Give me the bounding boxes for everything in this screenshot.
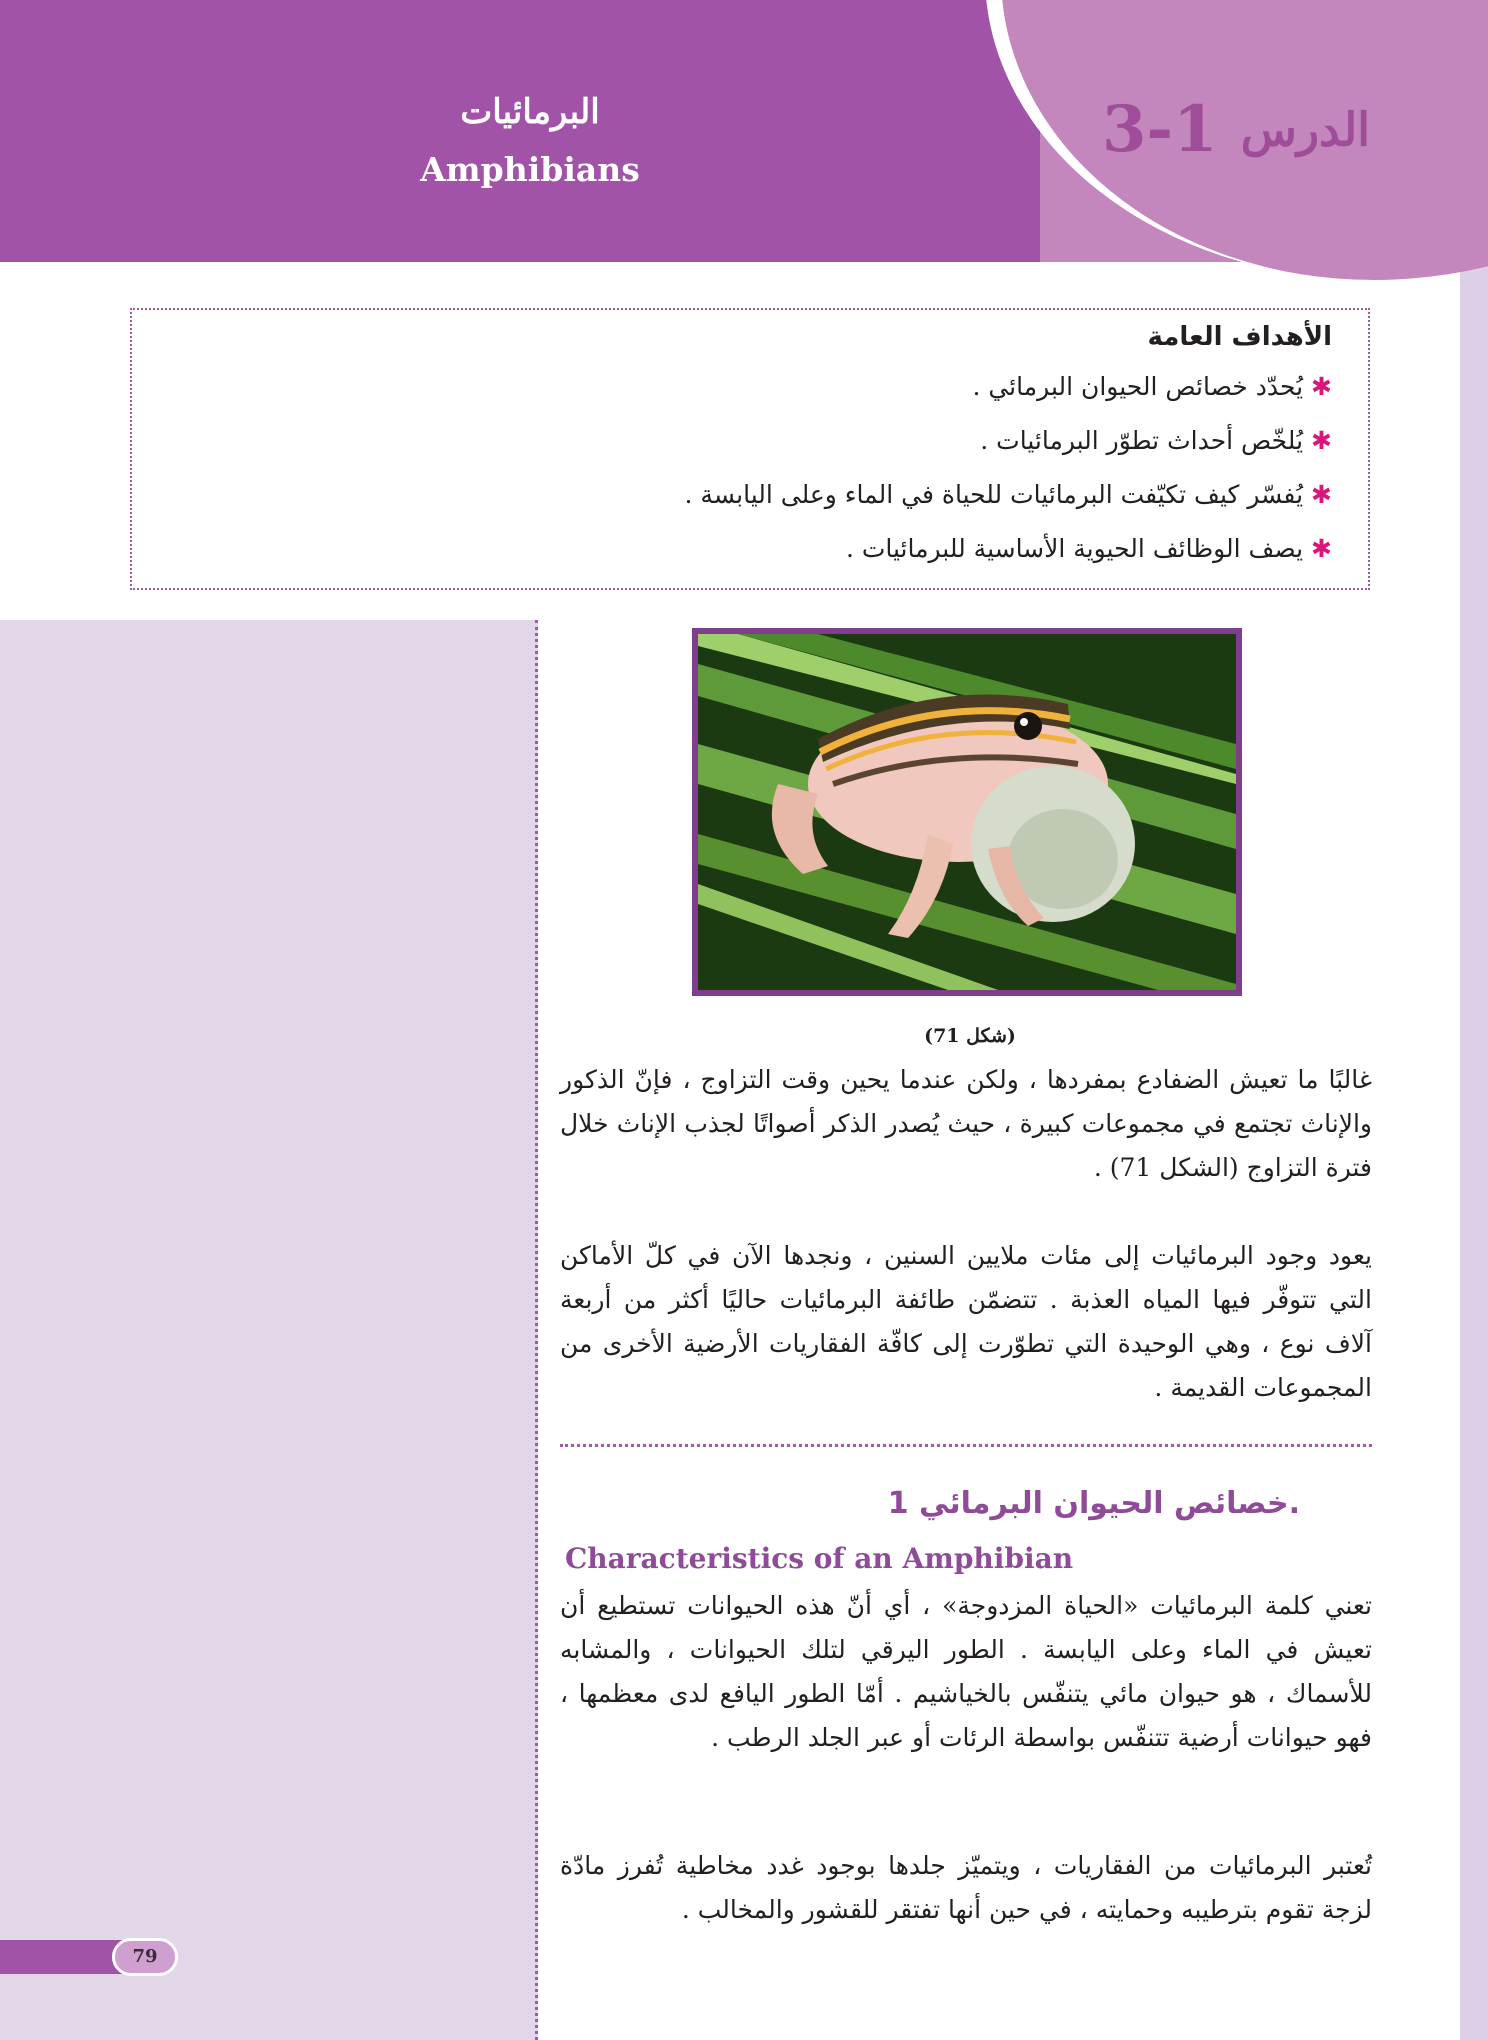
section-heading-text: خصائص الحيوان البرمائي bbox=[919, 1486, 1289, 1521]
bullet-icon: ✱ bbox=[1311, 372, 1332, 401]
frog-illustration bbox=[698, 634, 1236, 990]
objectives-heading: الأهداف العامة bbox=[1147, 322, 1332, 352]
lesson-label bbox=[1090, 92, 1370, 182]
section-divider bbox=[560, 1444, 1372, 1447]
body-paragraph: يعود وجود البرمائيات إلى مئات ملايين السنين ، ونجدها الآن في كلّ الأماكن التي تتوفّر فيها المياه العذبة . تتضمّن طائفة البرمائيات حاليًا أكثر من أربعة آلاف نوع ، وهي الوحيدة التي تطوّرت إلى كافّة الفقاريات الأرضية الأخرى من المجموعات القديمة . bbox=[560, 1241, 1372, 1402]
objective-text: يُحدّد خصائص الحيوان البرمائي . bbox=[972, 372, 1304, 401]
bullet-icon: ✱ bbox=[1311, 426, 1332, 455]
margin-sidebar bbox=[0, 620, 538, 2040]
lesson-word: الدرس bbox=[1240, 102, 1370, 157]
bullet-icon: ✱ bbox=[1311, 480, 1332, 509]
figure-caption: (شكل 71) bbox=[924, 1025, 1016, 1047]
frog-photo bbox=[692, 628, 1242, 996]
objective-text: يُلخّص أحداث تطوّر البرمائيات . bbox=[980, 426, 1304, 455]
objectives-box bbox=[130, 308, 1370, 590]
page-edge-strip bbox=[1460, 0, 1488, 2040]
body-paragraph: غالبًا ما تعيش الضفادع بمفردها ، ولكن عندما يحين وقت التزاوج ، فإنّ الذكور والإناث تجتمع في مجموعات كبيرة ، حيث يُصدر الذكر أصواتًا لجذب الإناث خلال فترة التزاوج (الشكل 71) . bbox=[560, 1065, 1372, 1182]
objective-item bbox=[685, 480, 1332, 509]
objective-item bbox=[980, 426, 1332, 455]
section-paragraph: تُعتبر البرمائيات من الفقاريات ، ويتميّز جلدها بوجود غدد مخاطية تُفرز مادّة لزجة تقوم بترطيبه وحمايته ، في حين أنها تفتقر للقشور والمخالب . bbox=[560, 1851, 1372, 1924]
page-number: 79 bbox=[112, 1938, 178, 1976]
objective-text: يُفسّر كيف تكيّفت البرمائيات للحياة في الماء وعلى اليابسة . bbox=[684, 480, 1304, 509]
page-title-english: Amphibians bbox=[420, 150, 640, 189]
page-title-arabic: البرمائيات bbox=[460, 92, 600, 132]
section-heading bbox=[600, 1486, 1300, 1521]
objective-text: يصف الوظائف الحيوية الأساسية للبرمائيات . bbox=[845, 534, 1304, 563]
objective-item bbox=[846, 534, 1332, 563]
lesson-number: 3-1 bbox=[1101, 92, 1218, 167]
section-paragraph: تعني كلمة البرمائيات «الحياة المزدوجة» ، أي أنّ هذه الحيوانات تستطيع أن تعيش في الماء وعلى اليابسة . الطور اليرقي لتلك الحيوانات ، والمشابه للأسماك ، هو حيوان مائي يتنفّس بالخياشيم . أمّا الطور اليافع لدى معظمها ، فهو حيوانات أرضية تتنفّس بواسطة الرئات أو عبر الجلد الرطب . bbox=[560, 1591, 1372, 1752]
section-heading-english: Characteristics of an Amphibian bbox=[565, 1542, 1074, 1575]
bullet-icon: ✱ bbox=[1311, 534, 1332, 563]
objective-item bbox=[972, 372, 1332, 401]
page-number-bar bbox=[0, 1940, 125, 1974]
section-number: 1. bbox=[887, 1486, 1300, 1521]
